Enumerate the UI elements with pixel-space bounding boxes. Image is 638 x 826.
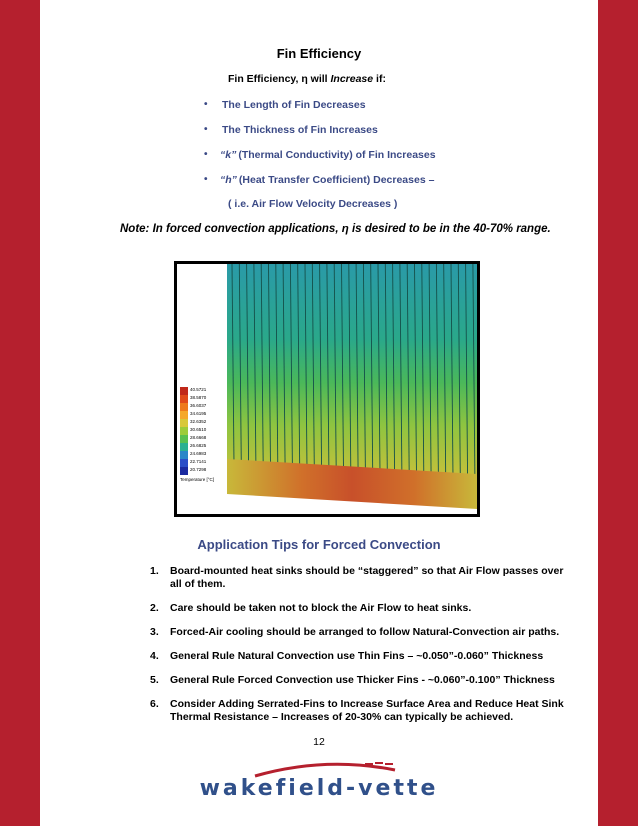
forced-convection-note: Note: In forced convection applications, η is desired to be in the 40-70% range. <box>120 223 551 235</box>
efficiency-bullets <box>204 99 436 199</box>
legend-swatch <box>180 419 188 427</box>
legend-swatch <box>180 467 188 475</box>
legend-caption: Temperature [°C] <box>180 477 215 482</box>
legend-swatch <box>180 387 188 395</box>
legend-swatch <box>180 411 188 419</box>
legend-swatch <box>180 435 188 443</box>
list-item: • The Thickness of Fin Increases <box>204 124 378 136</box>
legend-swatch <box>180 443 188 451</box>
legend-value: 28.6668 <box>190 435 207 440</box>
bullet-icon: • <box>204 99 208 110</box>
list-item: 1. Board-mounted heat sinks should be “staggered” so that Air Flow passes over all of them. <box>150 565 564 590</box>
airflow-note: ( i.e. Air Flow Velocity Decreases ) <box>228 198 398 210</box>
legend-value: 24.6983 <box>190 451 207 456</box>
legend-swatch <box>180 395 188 403</box>
list-item: 5. General Rule Forced Convection use Thicker Fins - ~0.060”-0.100” Thickness <box>150 674 555 686</box>
legend-value: 36.6037 <box>190 403 207 408</box>
thermal-simulation-image <box>177 264 477 514</box>
list-item: • “h” (Heat Transfer Coefficient) Decreases – <box>204 174 435 186</box>
subtitle-pre: Fin Efficiency, η will <box>228 73 331 85</box>
page-title: Fin Efficiency <box>276 46 362 61</box>
legend-value: 26.6825 <box>190 443 207 448</box>
right-red-band <box>598 0 638 826</box>
list-item: • The Length of Fin Decreases <box>204 99 366 111</box>
tips-title: Application Tips for Forced Convection <box>197 537 441 552</box>
left-red-band <box>0 0 40 826</box>
subtitle-post: if: <box>373 73 386 85</box>
heat-sink-simulation-figure <box>174 261 480 517</box>
legend-swatch <box>180 403 188 411</box>
legend-value: 34.6195 <box>190 411 207 416</box>
legend-swatch <box>180 459 188 467</box>
legend-value: 38.5870 <box>190 395 207 400</box>
bullet-icon: • <box>204 174 208 185</box>
company-logo: wakefield-vette <box>199 776 439 801</box>
list-item: 6. Consider Adding Serrated-Fins to Increase Surface Area and Reduce Heat Sink Thermal Resistance – Increases of 20-30% can typically be achieved. <box>150 698 564 723</box>
legend-value: 20.7298 <box>190 467 207 472</box>
subtitle-emphasis: Increase <box>330 73 374 85</box>
document-page <box>40 0 598 826</box>
efficiency-condition <box>228 73 386 85</box>
list-item: 3. Forced-Air cooling should be arranged to follow Natural-Convection air paths. <box>150 626 560 638</box>
legend-value: 40.5721 <box>190 387 207 392</box>
list-item: 2. Care should be taken not to block the Air Flow to heat sinks. <box>150 602 472 614</box>
bullet-icon: • <box>204 124 208 135</box>
legend-value: 22.7141 <box>190 459 207 464</box>
bullet-icon: • <box>204 149 208 160</box>
legend-swatch <box>180 451 188 459</box>
page-number: 12 <box>313 736 325 748</box>
list-item: 4. General Rule Natural Convection use Thin Fins – ~0.050”-0.060” Thickness <box>150 650 544 662</box>
legend-value: 30.6510 <box>190 427 207 432</box>
legend-value: 32.6352 <box>190 419 207 424</box>
legend-swatch <box>180 427 188 435</box>
tips-list <box>150 565 570 735</box>
list-item: • “k” (Thermal Conductivity) of Fin Increases <box>204 149 436 161</box>
